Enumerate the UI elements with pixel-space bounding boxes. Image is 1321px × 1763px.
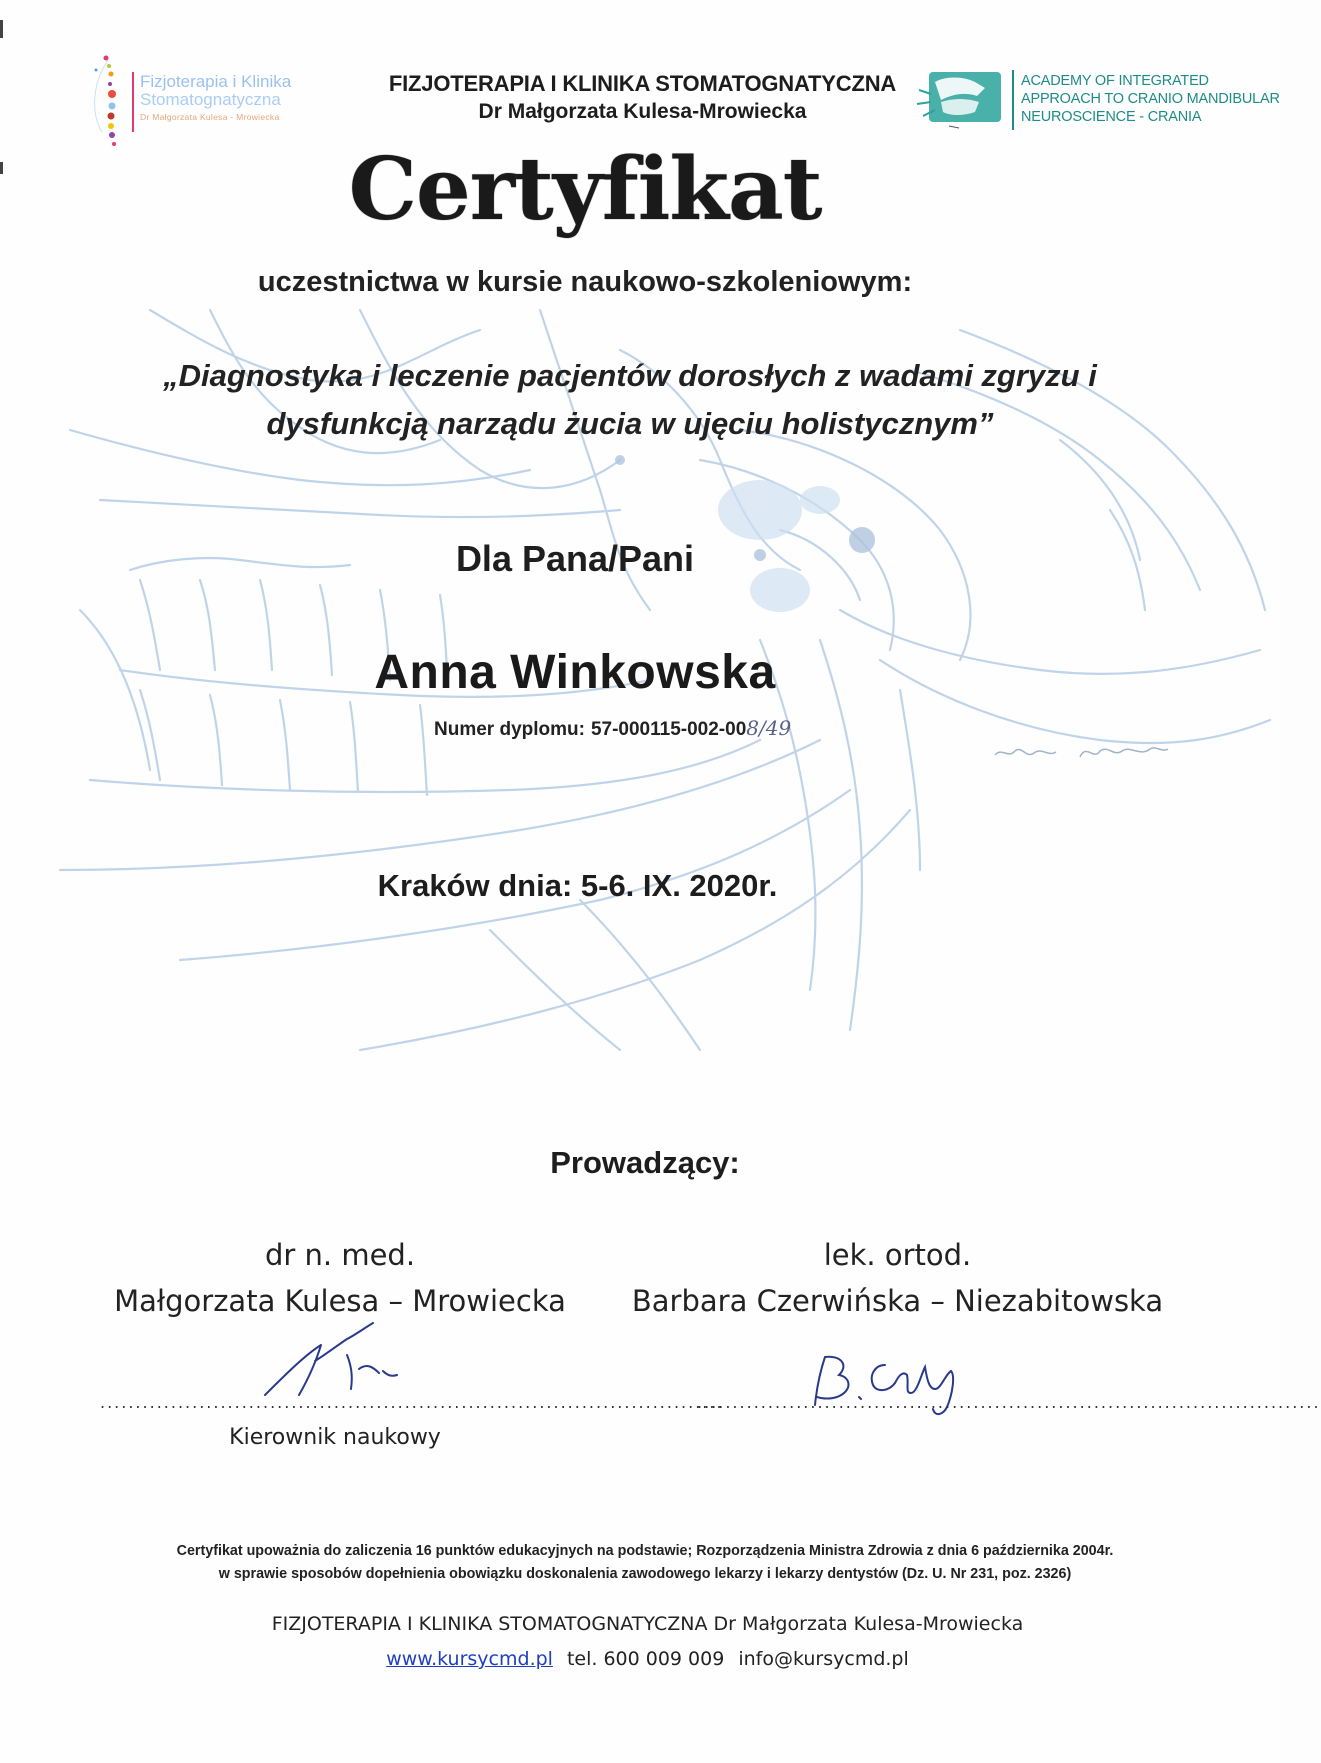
academy-line-3: NEUROSCIENCE - CRANIA <box>1021 109 1202 125</box>
header-org-name: FIZJOTERAPIA I KLINIKA STOMATOGNATYCZNA <box>388 71 897 96</box>
signature-line-1: ........................................................................................ <box>100 1393 724 1412</box>
course-name <box>100 352 1160 448</box>
jaw-icon <box>915 70 1005 132</box>
leader-2 <box>620 1232 1175 1324</box>
note-line-1: Certyfikat upoważnia do zaliczenia 16 punktów edukacyjnych na podstawie; Rozporządzenia Ministra Zdrowia z dnia 6 października 2004r. <box>176 1543 1114 1559</box>
footer-organization: FIZJOTERAPIA I KLINIKA STOMATOGNATYCZNA Dr Małgorzata Kulesa-Mrowiecka <box>271 1613 1024 1635</box>
recipient-name: Anna Winkowska <box>374 646 776 699</box>
note-line-2: w sprawie sposobów dopełnienia obowiązku doskonalenia zawodowego lekarzy i lekarzy dentystów (Dz. U. Nr 231, poz. 2326) <box>218 1566 1072 1582</box>
logo-line-3: Dr Małgorzata Kulesa - Mrowiecka <box>140 112 280 122</box>
leader-1-role: Kierownik naukowy <box>229 1425 441 1450</box>
certificate-note <box>40 1540 1250 1586</box>
artist-signature <box>990 735 1170 765</box>
footer-contact <box>0 1648 1295 1670</box>
academy-logo <box>915 70 1280 140</box>
certificate-subtitle: uczestnictwa w kursie naukowo-szkoleniowym: <box>257 266 913 298</box>
diploma-number-label: Numer dyplomu: <box>434 719 585 740</box>
diploma-number-printed: 57-000115-002-00 <box>590 719 747 740</box>
place-and-date: Kraków dnia: 5-6. IX. 2020r. <box>377 868 778 903</box>
leader-1-title: dr n. med. <box>264 1238 416 1272</box>
leader-1-name: Małgorzata Kulesa – Mrowiecka <box>114 1284 566 1318</box>
footer-email: info@kursycmd.pl <box>738 1648 909 1670</box>
header-organization <box>370 70 915 126</box>
header-org-doctor: Dr Małgorzata Kulesa-Mrowiecka <box>478 100 807 123</box>
academy-divider <box>1012 70 1014 130</box>
academy-line-1: ACADEMY OF INTEGRATED <box>1021 73 1209 89</box>
leaders-heading: Prowadzący: <box>550 1145 740 1180</box>
academy-name <box>1021 72 1280 126</box>
leader-2-name: Barbara Czerwińska – Niezabitowska <box>631 1284 1164 1318</box>
course-name-line-1: „Diagnostyka i leczenie pacjentów dorosłych z wadami zgryzu i <box>163 358 1097 393</box>
signature-line-2: ........................................................................................ <box>697 1393 1321 1412</box>
diploma-number-handwritten: 8/49 <box>746 716 792 740</box>
academy-line-2: APPROACH TO CRANIO MANDIBULAR <box>1021 91 1280 107</box>
logo-line-2: Stomatognatyczna <box>140 90 281 109</box>
website-link[interactable]: www.kursycmd.pl <box>386 1648 553 1670</box>
scan-edge-mark <box>0 20 3 38</box>
leader-2-signature <box>795 1345 985 1425</box>
diploma-number <box>434 716 791 741</box>
leader-2-title: lek. ortod. <box>823 1238 972 1272</box>
leader-1 <box>95 1232 585 1324</box>
footer-phone: tel. 600 009 009 <box>566 1648 725 1670</box>
recipient-label: Dla Pana/Pani <box>455 538 695 579</box>
certificate-title: Certyfikat <box>348 139 822 240</box>
logo-divider <box>132 72 134 132</box>
course-name-line-2: dysfunkcją narządu żucia w ujęciu holistycznym” <box>266 406 994 441</box>
logo-line-1: Fizjoterapia i Klinika <box>140 72 292 91</box>
